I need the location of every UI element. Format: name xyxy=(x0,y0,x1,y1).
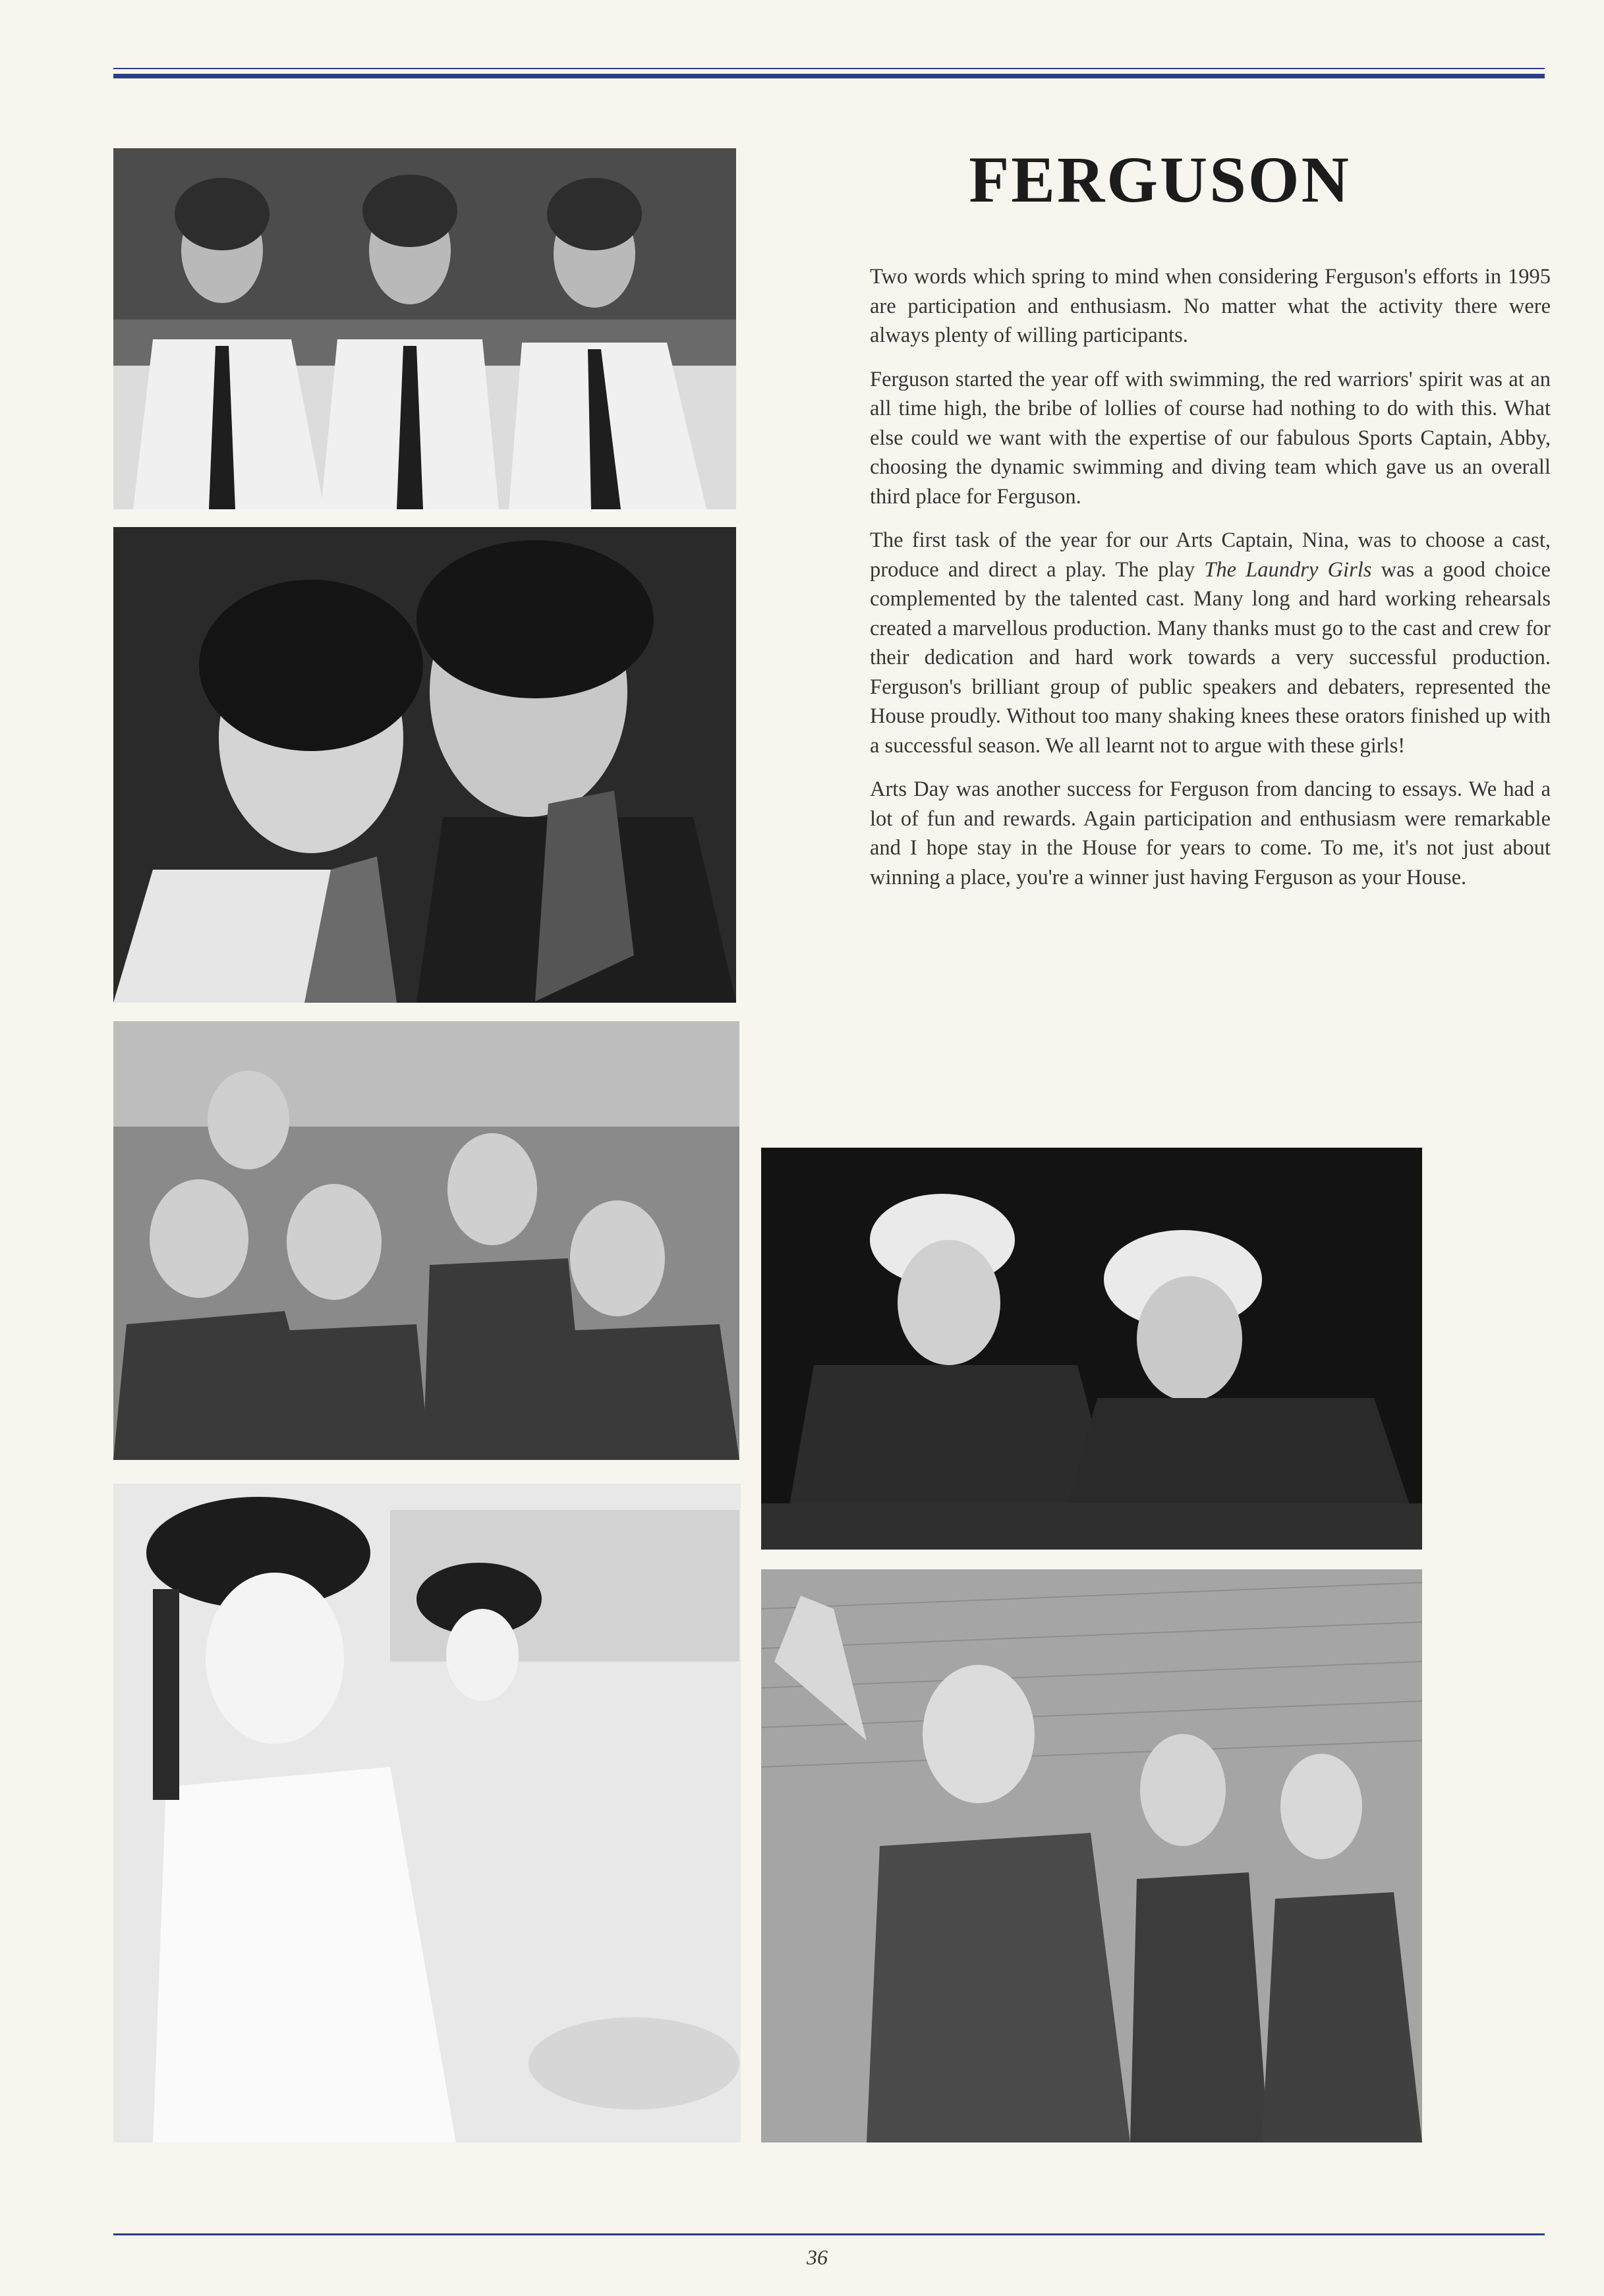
photo-girls-cheering xyxy=(761,1569,1422,2142)
article-paragraph-4: Arts Day was another success for Ferguson from dancing to essays. We had a lot of fun and rewards. Again participation and enthusiasm were remarkable and I hope stay in the House for years to come. To me, it's not just about winning a place, you're a winner just having Ferguson as your House. xyxy=(870,777,1551,889)
photo-drummers-costume xyxy=(113,1484,741,2142)
paragraph-3-text-start: The first task of the year for our Arts Captain, Nina, was to choose a cast, produce and direct a play. The play xyxy=(870,528,1551,582)
article-paragraph-2: Ferguson started the year off with swimming, the red warriors' spirit was at an all time high, the bribe of lollies of course had nothing to do with this. What else could we want with the expertise of our fabulous Sports Captain, Abby, choosing the dynamic swimming and diving team which gave us an overall third place for Ferguson. xyxy=(870,367,1551,509)
page-number: 36 xyxy=(807,2245,828,2269)
top-rule-thin xyxy=(113,68,1545,69)
photo-three-girls-uniform xyxy=(113,148,736,509)
article-body xyxy=(870,262,1551,907)
bottom-rule xyxy=(113,2233,1545,2235)
paragraph-3-text-end: was a good choice complemented by the talented cast. Many long and hard working rehearsals created a marvellous production. Many thanks must go to the cast and crew for their dedication and hard work towards a very successful production. Ferguson's brilliant group of public speakers and debaters, represented the House proudly. Without too many shaking knees these orators finished up with a successful season. We all learnt not to argue with these girls! xyxy=(870,557,1551,758)
photo-two-girls-irons xyxy=(113,527,736,1003)
page-title: FERGUSON xyxy=(969,143,1351,216)
top-rule-thick xyxy=(113,74,1545,78)
play-title: The Laundry Girls xyxy=(1204,557,1372,582)
article-paragraph-3 xyxy=(870,526,1551,760)
photo-group-five-girls xyxy=(113,1021,739,1460)
article-paragraph-1: Two words which spring to mind when considering Ferguson's efforts in 1995 are participation and enthusiasm. No matter what the activity there were always plenty of willing participants. xyxy=(870,265,1551,347)
photo-girls-bonnets xyxy=(761,1148,1422,1550)
